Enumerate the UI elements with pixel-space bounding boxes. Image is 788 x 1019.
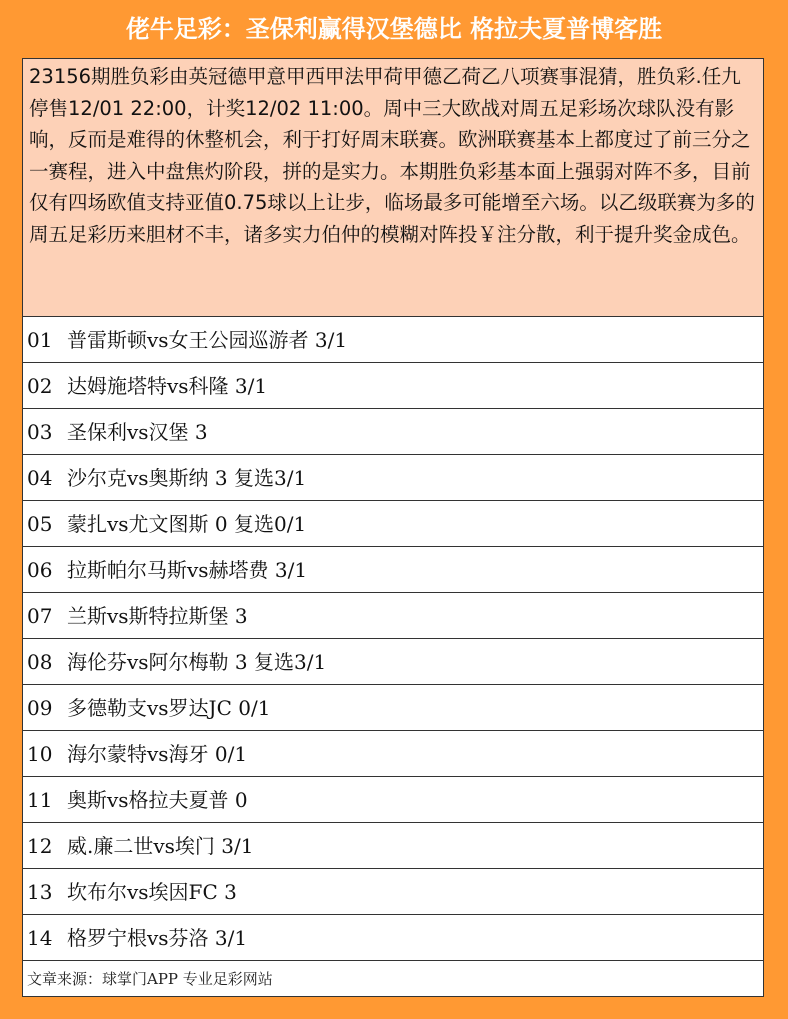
- intro-paragraph: 23156期胜负彩由英冠德甲意甲西甲法甲荷甲德乙荷乙八项赛事混猜，胜负彩.任九停售12/01 22:00，计奖12/02 11:00。周中三大欧战对周五足彩场次球队没有影响，反而是难得的休整机会，利于打好周末联赛。欧洲联赛基本上都度过了前三分之一赛程，进入中盘焦灼阶段，拼的是实力。本期胜负彩基本面上强弱对阵不多，目前仅有四场欧值支持亚值0.75球以上让步，临场最多可能增至六场。以乙级联赛为多的周五足彩历来胆材不丰，诸多实力伯仲的模糊对阵投￥注分散，利于提升奖金成色。: [23, 59, 763, 317]
- page-title: 佬牛足彩：圣保利赢得汉堡德比 格拉夫夏普博客胜: [125, 15, 663, 43]
- match-text: 海伦芬vs阿尔梅勒 3 复选3/1: [67, 650, 327, 674]
- match-number: 01: [27, 328, 53, 352]
- match-text: 圣保利vs汉堡 3: [67, 420, 208, 444]
- match-row: [23, 363, 763, 409]
- match-row: [23, 731, 763, 777]
- match-text: 兰斯vs斯特拉斯堡 3: [67, 604, 248, 628]
- match-text: 奥斯vs格拉夫夏普 0: [67, 788, 248, 812]
- match-text: 拉斯帕尔马斯vs赫塔费 3/1: [67, 558, 308, 582]
- match-text: 蒙扎vs尤文图斯 0 复选0/1: [67, 512, 307, 536]
- match-number: 07: [27, 604, 53, 628]
- match-number: 05: [27, 512, 53, 536]
- match-text: 沙尔克vs奥斯纳 3 复选3/1: [67, 466, 307, 490]
- match-number: 14: [27, 926, 53, 950]
- match-text: 海尔蒙特vs海牙 0/1: [67, 742, 248, 766]
- match-row: [23, 777, 763, 823]
- match-row: [23, 501, 763, 547]
- content-panel: [22, 58, 764, 997]
- match-row: [23, 409, 763, 455]
- match-number: 13: [27, 880, 53, 904]
- match-row: [23, 869, 763, 915]
- match-row: [23, 823, 763, 869]
- match-row: [23, 317, 763, 363]
- match-row: [23, 639, 763, 685]
- match-number: 03: [27, 420, 53, 444]
- match-text: 多德勒支vs罗达JC 0/1: [67, 696, 271, 720]
- match-row: [23, 547, 763, 593]
- match-number: 08: [27, 650, 53, 674]
- match-number: 12: [27, 834, 53, 858]
- match-row: [23, 685, 763, 731]
- match-number: 02: [27, 374, 53, 398]
- match-text: 普雷斯顿vs女王公园巡游者 3/1: [67, 328, 348, 352]
- match-row: [23, 593, 763, 639]
- match-text: 格罗宁根vs芬洛 3/1: [67, 926, 248, 950]
- match-number: 10: [27, 742, 53, 766]
- match-text: 坎布尔vs埃因FC 3: [67, 880, 237, 904]
- match-row: [23, 915, 763, 961]
- match-number: 06: [27, 558, 53, 582]
- match-text: 达姆施塔特vs科隆 3/1: [67, 374, 268, 398]
- match-number: 04: [27, 466, 53, 490]
- match-row: [23, 455, 763, 501]
- match-number: 09: [27, 696, 53, 720]
- match-text: 威.廉二世vs埃门 3/1: [67, 834, 254, 858]
- match-number: 11: [27, 788, 53, 812]
- source-footer: 文章来源：球掌门APP 专业足彩网站: [27, 970, 273, 988]
